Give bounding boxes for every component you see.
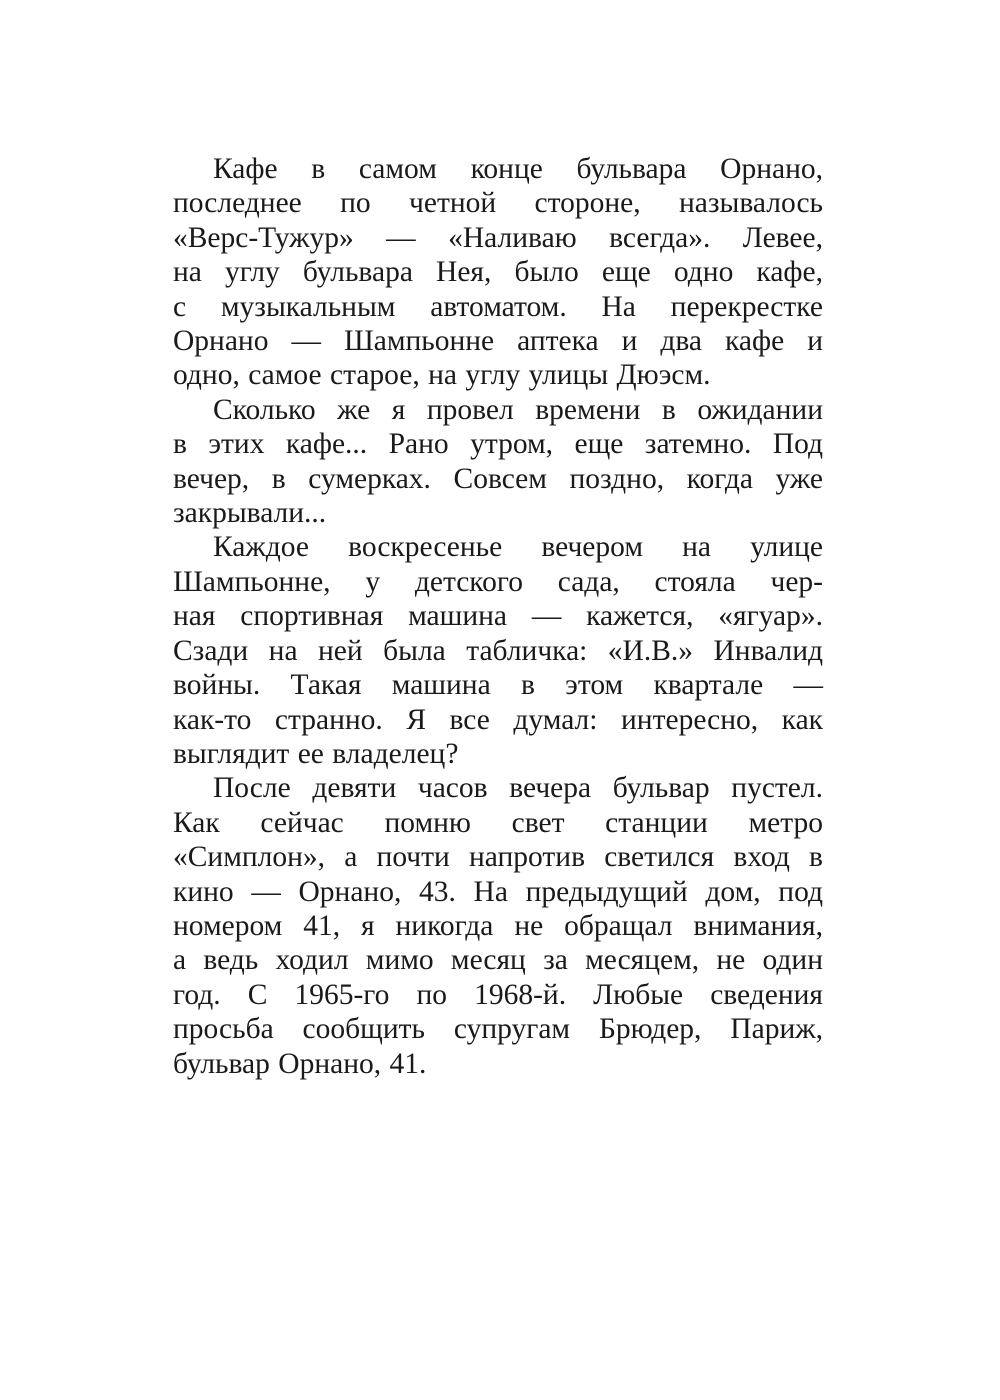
- text-line: с музыкальным автоматом. На перекрестке: [173, 290, 823, 323]
- paragraph-2: [173, 393, 823, 531]
- text-line: ная спортивная машина — кажется, «ягуар».: [173, 600, 823, 633]
- text-line: Шампьонне, у детского сада, стояла чер-: [173, 565, 823, 598]
- paragraph-4: [173, 771, 823, 1081]
- body-text: [173, 152, 823, 1081]
- text-line: Сзади на ней была табличка: «И.В.» Инвалид: [173, 634, 823, 667]
- text-line: выглядит ее владелец?: [173, 737, 459, 770]
- text-line: «Симплон», а почти напротив светился вход в: [173, 841, 823, 874]
- text-line: После девяти часов вечера бульвар пустел.: [213, 772, 823, 805]
- text-line: как-то странно. Я все думал: интересно, как: [173, 703, 823, 736]
- text-line: бульвар Орнано, 41.: [173, 1047, 427, 1080]
- text-line: Каждое воскресенье вечером на улице: [213, 531, 823, 564]
- text-line: последнее по четной стороне, называлось: [173, 187, 823, 220]
- paragraph-1: [173, 152, 823, 393]
- text-line: в этих кафе... Рано утром, еще затемно. Под: [173, 428, 823, 461]
- text-line: кино — Орнано, 43. На предыдущий дом, под: [173, 875, 823, 908]
- text-line: номером 41, я никогда не обращал внимания,: [173, 909, 823, 942]
- text-line: одно, самое старое, на углу улицы Дюэсм.: [173, 359, 711, 392]
- text-line: Орнано — Шампьонне аптека и два кафе и: [173, 325, 823, 358]
- text-line: на углу бульвара Нея, было еще одно кафе,: [173, 256, 823, 289]
- paragraph-3: [173, 530, 823, 771]
- text-line: закрывали...: [173, 497, 327, 530]
- text-line: год. С 1965-го по 1968-й. Любые сведения: [173, 978, 823, 1011]
- text-line: Кафе в самом конце бульвара Орнано,: [213, 153, 823, 185]
- text-line: вечер, в сумерках. Совсем поздно, когда уже: [173, 462, 823, 495]
- text-line: «Верс-Тужур» — «Наливаю всегда». Левее,: [173, 221, 823, 254]
- text-line: Как сейчас помню свет станции метро: [173, 806, 823, 839]
- text-line: а ведь ходил мимо месяц за месяцем, не один: [173, 944, 823, 977]
- text-line: просьба сообщить супругам Брюдер, Париж,: [173, 1013, 823, 1046]
- text-line: войны. Такая машина в этом квартале —: [173, 669, 823, 702]
- text-line: Сколько же я провел времени в ожидании: [213, 393, 823, 426]
